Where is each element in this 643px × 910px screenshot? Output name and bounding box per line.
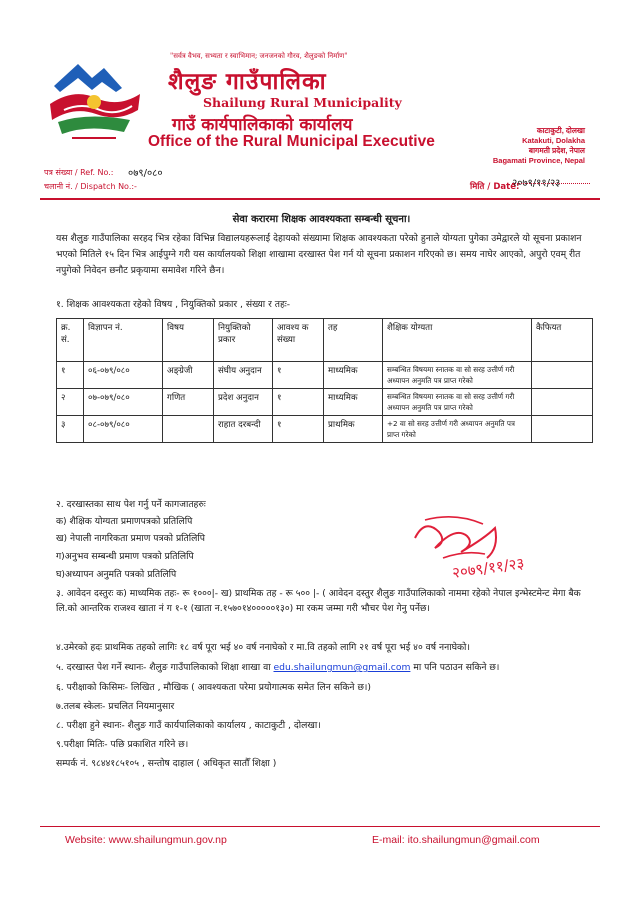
column-header: विज्ञापन नं. [84,319,163,362]
table-row [57,362,593,389]
municipality-logo-icon [44,58,144,144]
table-cell: गणित [163,389,214,416]
table-cell: अङ्ग्रेजी [163,362,214,389]
column-header: तह [324,319,383,362]
section-3-application-fee: ३. आवेदन दस्तुरः क) माध्यमिक तहः- रू १०००|- ख) प्राथमिक तह - रू ५०० |- ( आवेदन दस्तुर शैलुङ गाउँपालिकाको नाममा रहेको नेपाल इन्भेस्टमेन्ट मेगा बैक लि.को आन्तरिक राजश्व खाता नं ग १-१ (खाता न.१५७०१४०००००१३०) मा रकम जम्मा गरी भौचर पेश गेनु पर्नेछ। [56,588,581,614]
column-header: आवश्य क संख्या [273,319,324,362]
document-list-item: क) शैक्षिक योग्यता प्रमाणपत्रको प्रतिलिपि [56,516,193,527]
contact-info: सम्पर्क नं. ९८४४१८५१०५ , सन्तोष दाहाल ( अधिकृत सातौँ शिक्षा ) [56,758,277,769]
section-5-text-end: मा पनि पठाउन सकिने छ। [410,662,500,673]
date-dotted-line [512,183,590,184]
footer-website: Website: www.shailungmun.gov.np [65,834,227,846]
section-7-salary-scale: ७.तलब स्केलः- प्रचलित नियमानुसार [56,701,175,712]
document-list-item: ख) नेपाली नागरिकता प्रमाण पत्रको प्रतिलिपि [56,533,205,544]
header-divider [40,198,600,200]
address-line: Bagamati Province, Nepal [492,156,585,165]
notice-title: सेवा करारमा शिक्षक आवश्यकता सम्बन्धी सूचना। [232,214,411,225]
table-cell: २ [57,389,84,416]
address-line: बागमती प्रदेश, नेपाल [528,146,585,155]
ref-number-label: पत्र संख्या / Ref. No.: [44,168,114,177]
address-line: काटाकुटी, दोलखा [536,126,585,135]
municipality-name-english: Shailung Rural Municipality [203,95,402,110]
table-cell: संघीय अनुदान [214,362,273,389]
table-cell: ३ [57,416,84,443]
address-line: Katakuti, Dolakha [522,136,585,145]
table-row [57,416,593,443]
table-cell: प्राथमिक [324,416,383,443]
table-cell [163,416,214,443]
table-cell: ०८-०७९/०८० [84,416,163,443]
letterhead-motto: "सर्वत्र वैभव, सभ्यता र स्वाभिमान; जनजनको गौरव, शैलुङको निर्माण" [170,52,348,60]
table-cell: +2 वा सो सरह उत्तीर्ण गरी अध्यापन अनुमति पत्र प्राप्त गरेको [383,416,532,443]
table-cell: ०६-०७९/०८० [84,362,163,389]
table-cell: माध्यमिक [324,389,383,416]
date-label: मिति / Date: [470,182,520,192]
education-email-link[interactable]: edu.shailungmun@gmail.com [273,662,411,673]
municipality-name-nepali: शैलुङ गाउँपालिका [168,68,327,95]
table-cell [532,416,593,443]
handwritten-signature [395,508,595,588]
section-5-text: ५. दरखास्त पेश गर्ने स्थानः- शैलुङ गाउँपालिकाको शिक्षा शाखा वा [56,662,274,673]
section-8-exam-venue: ८. परीक्षा हुने स्थानः- शैलुङ गाउँ कार्यपालिकाको कार्यालय , काटाकुटी , दोलखा। [56,720,321,731]
office-name-english: Office of the Rural Municipal Executive [148,133,435,150]
table-cell: १ [57,362,84,389]
section-5-submission-place [56,660,596,675]
column-header: विषय [163,319,214,362]
table-cell [532,362,593,389]
section-6-exam-type: ६. परीक्षाको किसिमः- लिखित , मौखिक ( आवश्यकता परेमा प्रयोगात्मक समेत लिन सकिने छ।) [56,682,371,693]
ref-number-value: ०७९/०८० [128,168,163,179]
vacancy-table [56,318,593,443]
section-1-heading: १. शिक्षक आवश्यकता रहेको विषय , नियुक्तिको प्रकार , संख्या र तहः- [56,299,291,310]
column-header: क्र. सं. [57,319,84,362]
table-row [57,389,593,416]
table-cell: १ [273,362,324,389]
footer-email: E-mail: ito.shailungmun@gmail.com [372,834,540,846]
table-cell: १ [273,389,324,416]
table-header-row [57,319,593,362]
column-header: कैफियत [532,319,593,362]
column-header: शैक्षिक योग्यता [383,319,532,362]
date-value: २०७९/११/२३ [512,178,561,189]
section-4-age-limit: ४.उमेरको हदः प्राथमिक तहको लागिः १८ वर्ष पूरा भई ४० वर्ष ननाघेको र मा.वि तहको लागि २१ वर्ष पूरा भई ४० वर्ष ननाघेको। [56,642,470,653]
footer-divider [40,826,600,827]
section-9-exam-date: ९.परीक्षा मितिः- पछि प्रकाशित गरिने छ। [56,739,189,750]
column-header: नियुक्तिको प्रकार [214,319,273,362]
table-cell: माध्यमिक [324,362,383,389]
table-cell [532,389,593,416]
table-cell: सम्बन्धित विषयमा स्नातक वा सो सरह उत्तीर्ण गरी अध्यापन अनुमति पत्र प्राप्त गरेको [383,362,532,389]
table-cell: प्रदेश अनुदान [214,389,273,416]
table-cell: १ [273,416,324,443]
document-list-item: घ)अध्यापन अनुमति पत्रको प्रतिलिपि [56,569,177,580]
document-list-item: ग)अनुभव सम्बन्धी प्रमाण पत्रको प्रतिलिपि [56,551,194,562]
notice-intro-paragraph: यस शैलुङ गाउँपालिका सरहद भित्र रहेका विभिन्न विद्यालयहरूलाई देहायको संख्यामा शिक्षक आवश्यकता परेको हुनाले योग्यता पुगेका उमेद्वारले यो सूचना प्रकाशन भएको मितिले १५ दिन भित्र आईपुग्ने गरी यस कार्यालयको शिक्षा शाखामा दरखास्त पेश गर्न यो सूचना प्रकाशन गरिएको छ। समय नाघेर आएको, अपुरो एवम् रीत नपुगेको निवेदन छनौट प्रकृयामा समावेश गरिने छैन। [56,233,582,276]
section-2-heading: २. दरखास्तका साथ पेश गर्नु पर्ने कागजातहरुः [56,499,206,510]
signature-date: २०७९/११/२३ [451,554,526,582]
table-cell: सम्बन्धित विषयमा स्नातक वा सो सरह उत्तीर्ण गरी अध्यापन अनुमति पत्र प्राप्त गरेको [383,389,532,416]
table-cell: ०७-०७९/०८० [84,389,163,416]
office-name-nepali: गाउँ कार्यपालिकाको कार्यालय [172,115,353,135]
table-cell: राहात दरबन्दी [214,416,273,443]
dispatch-number-label: चलानी नं. / Dispatch No.:- [44,182,137,191]
